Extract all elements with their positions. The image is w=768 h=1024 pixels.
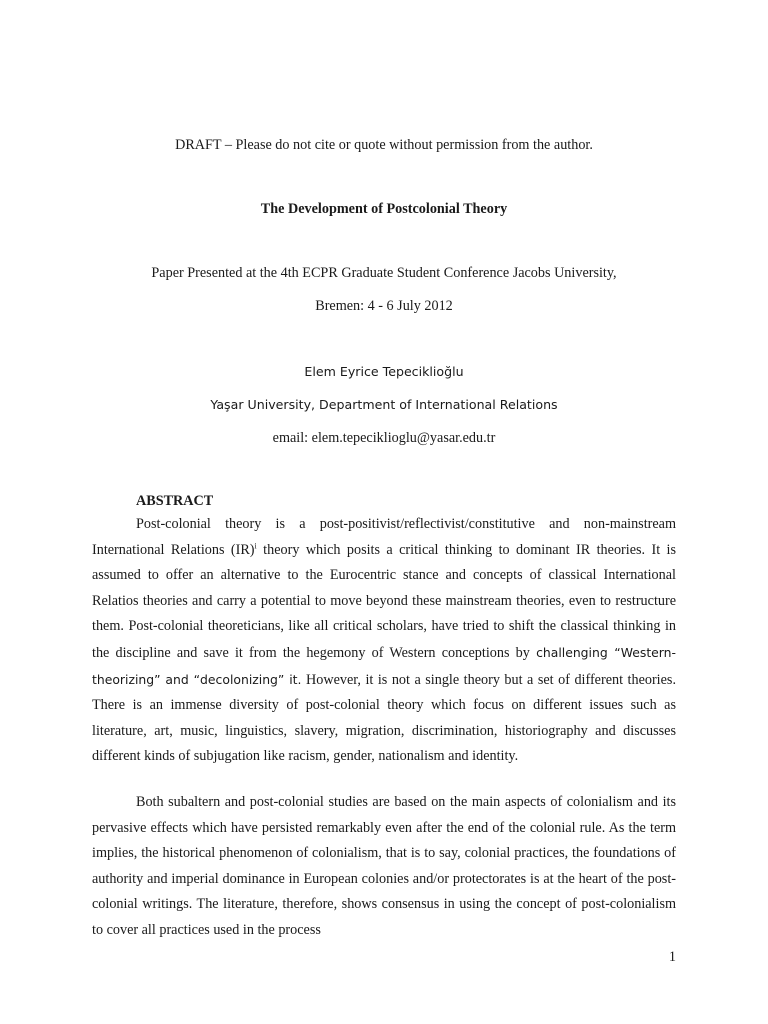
page-number: 1 bbox=[668, 949, 676, 965]
abstract-paragraph-1 bbox=[92, 512, 676, 770]
draft-notice: DRAFT – Please do not cite or quote without permission from the author. bbox=[175, 137, 593, 153]
abstract-p1-text-b: theory which posits a critical thinking to dominant IR theories. It is assumed to offer an alternative to the Eurocentric stance and concepts of classical International Relatios theories and carry a potential to move beyond these mainstream theories, even to restructure them. Post-colonial theoreticians, like all critical scholars, have tried to shift the classical thinking in the discipline and save it from the hegemony of Western conceptions by bbox=[92, 541, 677, 661]
footnote-reference[interactable]: i bbox=[254, 540, 257, 550]
abstract-p1-text-c: However, it is not a single theory but a set of different theories. There is an immense diversity of post-colonial theory which focus on different issues such as literature, art, music, linguistics, slavery, migration, discrimination, historiography and discusses different kinds of subjugation like racism, gender, nationalism and identity. bbox=[92, 671, 676, 765]
conference-line-1: Paper Presented at the 4th ECPR Graduate Student Conference Jacobs University, bbox=[151, 265, 617, 281]
abstract-p1-quote: challenging “Western-theorizing” and “decolonizing” it. bbox=[92, 644, 676, 687]
author-email: email: elem.tepeciklioglu@yasar.edu.tr bbox=[272, 430, 496, 446]
abstract-p1-text-a: Post-colonial theory is a post-positivist/reflectivist/constitutive and non-mainstream International Relations (IR) bbox=[92, 516, 676, 558]
abstract-paragraph-2 bbox=[92, 790, 676, 944]
author-name: Elem Eyrice Tepeciklioğlu bbox=[304, 364, 464, 379]
author-affiliation: Yaşar University, Department of International Relations bbox=[210, 397, 558, 412]
abstract-p2-text: Both subaltern and post-colonial studies are based on the main aspects of colonialism and its pervasive effects which have persisted remarkably even after the end of the colonial rule. As the term implies, the historical phenomenon of colonialism, that is to say, colonial practices, the foundations of authority and imperial dominance in European colonies and/or protectorates is at the heart of the post-colonial writings. The literature, therefore, shows consensus in using the concept of post-colonialism to cover all practices used in the process bbox=[92, 794, 676, 938]
conference-line-2: Bremen: 4 - 6 July 2012 bbox=[315, 298, 453, 314]
paper-title: The Development of Postcolonial Theory bbox=[260, 201, 508, 217]
abstract-heading: ABSTRACT bbox=[136, 493, 214, 509]
